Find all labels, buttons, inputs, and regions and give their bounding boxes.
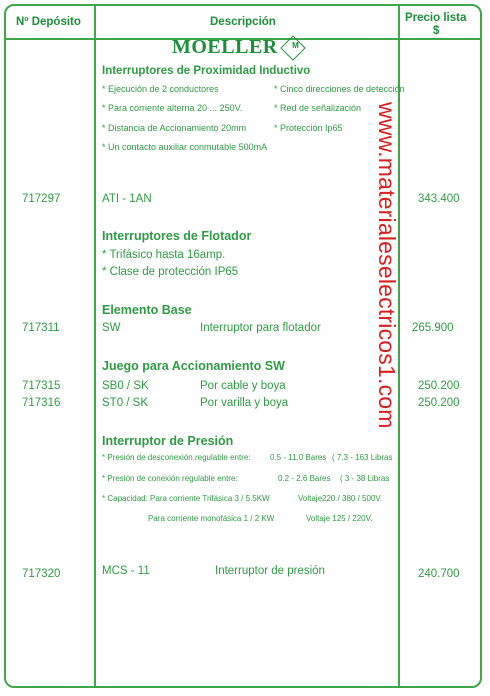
product-description: Interruptor de presión [215,565,325,577]
feature-item: * Trifásico hasta 16amp. [102,249,226,261]
spec-value: ( 3 - 38 Libras [340,474,390,483]
section-title-base: Elemento Base [102,303,192,317]
section-title-presion: Interruptor de Presión [102,434,234,448]
product-price: 250.200 [418,397,460,409]
table-frame [4,4,482,688]
header-deposito: Nº Depósito [16,16,81,28]
product-code: 717297 [22,193,61,205]
section-title-juego: Juego para Accionamiento SW [102,359,285,373]
product-code: 717315 [22,380,61,392]
spec-label: * Presión de desconexión regulable entre: [102,453,251,462]
product-model: SW [102,322,121,334]
product-description: Por varilla y boya [200,397,289,409]
product-model: ATI - 1AN [102,193,152,205]
feature-item: * Cinco direcciones de detección [274,84,405,94]
product-price: 240.700 [418,568,460,580]
feature-item: * Red de señalización [274,103,362,113]
spec-value: Voltaje 125 / 220V. [306,514,373,523]
column-divider-left [94,6,96,686]
product-description: Por cable y boya [200,380,286,392]
feature-item: * Ejecución de 2 conductores [102,84,219,94]
product-price: 343.400 [418,193,460,205]
product-model: ST0 / SK [102,397,149,409]
feature-item: * Para corriente alterna 20 ... 250V. [102,103,243,113]
spec-value: ( 7.3 - 163 Libras [332,453,393,462]
spec-label: * Capacidad: Para corriente Trifásica 3 / 5.5KW [102,494,270,503]
product-code: 717316 [22,397,61,409]
spec-label: Para corriente monofásica 1 / 2 KW [148,514,275,523]
feature-item: * Clase de protección IP65 [102,266,239,278]
spec-value: 0.5 - 11.0 Bares [270,453,327,462]
section-title-flotador: Interruptores de Flotador [102,229,252,243]
spec-value: 0.2 - 2.6 Bares [278,474,331,483]
moeller-logo-mark-icon: M [280,35,305,60]
section-title-proximidad: Interruptores de Proximidad Inductivo [102,65,311,77]
moeller-logo: MOELLER [172,36,278,58]
product-code: 717311 [22,322,60,334]
spec-label: * Presión de conexión regulable entre: [102,474,238,483]
feature-item: * Protección Ip65 [274,123,343,133]
feature-item: * Un contacto auxiliar conmutable 500mA [102,142,268,152]
product-code: 717320 [22,568,61,580]
header-descripcion: Descripción [210,16,276,28]
header-precio-currency: $ [433,25,440,37]
product-model: MCS - 11 [102,565,150,577]
header-precio: Precio lista [405,12,467,24]
product-model: SB0 / SK [102,380,149,392]
product-description: Interruptor para flotador [200,322,321,334]
product-price: 265.900 [412,322,454,334]
feature-item: * Distancia de Accionamiento 20mm [102,123,247,133]
spec-value: Voltaje220 / 380 / 500V. [298,494,383,503]
product-price: 250.200 [418,380,460,392]
